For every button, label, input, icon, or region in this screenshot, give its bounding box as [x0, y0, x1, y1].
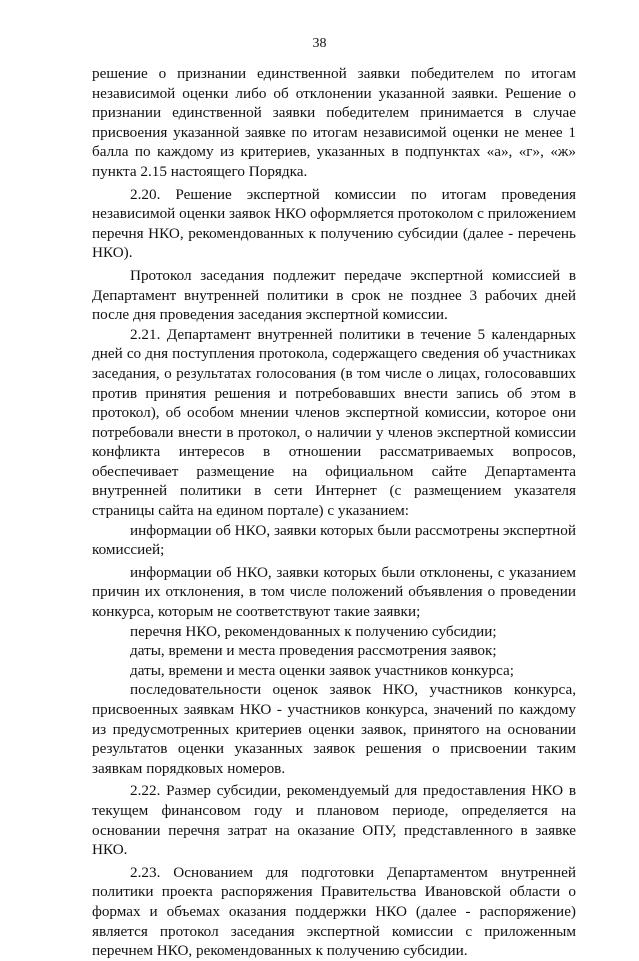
- paragraph-2-22: 2.22. Размер субсидии, рекомендуемый для предоставления НКО в текущем финансовом году и плановом периоде, определяется на основании перечня затрат на оказание ОПУ, представленного в заявке НКО.: [92, 782, 576, 859]
- list-item-evaluation-sequence: последовательности оценок заявок НКО, участников конкурса, присвоенных заявкам НКО - участников конкурса, значений по каждому из предусмотренных критериев оценки заявок, принятого на основании результатов оценки указанных заявок решения о присвоении таким заявкам порядковых номеров.: [92, 681, 576, 777]
- paragraph-2-20: 2.20. Решение экспертной комиссии по итогам проведения независимой оценки заявок НКО оформляется протоколом с приложением перечня НКО, рекомендованных к получению субсидии (далее - перечень НКО).: [92, 185, 576, 262]
- paragraph-protocol-transfer: Протокол заседания подлежит передаче экспертной комиссией в Департамент внутренней политики в срок не позднее 3 рабочих дней после дня проведения заседания экспертной комиссии.: [92, 266, 576, 324]
- document-body: [92, 64, 576, 961]
- list-item-reviewed-nko: информации об НКО, заявки которых были рассмотрены экспертной комиссией;: [92, 521, 576, 559]
- list-item-recommended-list: перечня НКО, рекомендованных к получению субсидии;: [130, 622, 497, 640]
- list-item-review-date: даты, времени и места проведения рассмотрения заявок;: [130, 642, 497, 660]
- list-item-rejected-nko: информации об НКО, заявки которых были отклонены, с указанием причин их отклонения, в том числе положений объявления о проведении конкурса, которым не соответствуют такие заявки;: [92, 563, 576, 621]
- paragraph-continuation: решение о признании единственной заявки победителем по итогам независимой оценки либо об отклонении указанной заявки. Решение о признании единственной заявки победителем принимается в случае присвоения указанной заявке по итогам независимой оценки не менее 1 балла по каждому из критериев, указанных в подпунктах «а», «г», «ж» пункта 2.15 настоящего Порядка.: [92, 65, 576, 180]
- paragraph-2-21: 2.21. Департамент внутренней политики в течение 5 календарных дней со дня поступления протокола, содержащего сведения об участниках заседания, о результатах голосования (в том числе о лицах, голосовавших против принятия решения и потребовавших внести запись об этом в протокол), об особом мнении членов экспертной комиссии, которое они потребовали внести в протокол, о наличии у членов экспертной комиссии конфликта интересов в отношении рассматриваемых вопросов, обеспечивает размещение на официальном сайте Департамента внутренней политики в сети Интернет (с размещением указателя страницы сайта на едином портале) с указанием:: [92, 325, 576, 520]
- page-number: 38: [312, 36, 327, 51]
- paragraph-2-23: 2.23. Основанием для подготовки Департаментом внутренней политики проекта распоряжения Правительства Ивановской области о формах и объемах оказания поддержки НКО (далее - распоряжение) является протокол заседания экспертной комиссии с приложенным перечнем НКО, рекомендованных к получению субсидии.: [92, 863, 576, 960]
- list-item-evaluation-date: даты, времени и места оценки заявок участников конкурса;: [130, 661, 514, 679]
